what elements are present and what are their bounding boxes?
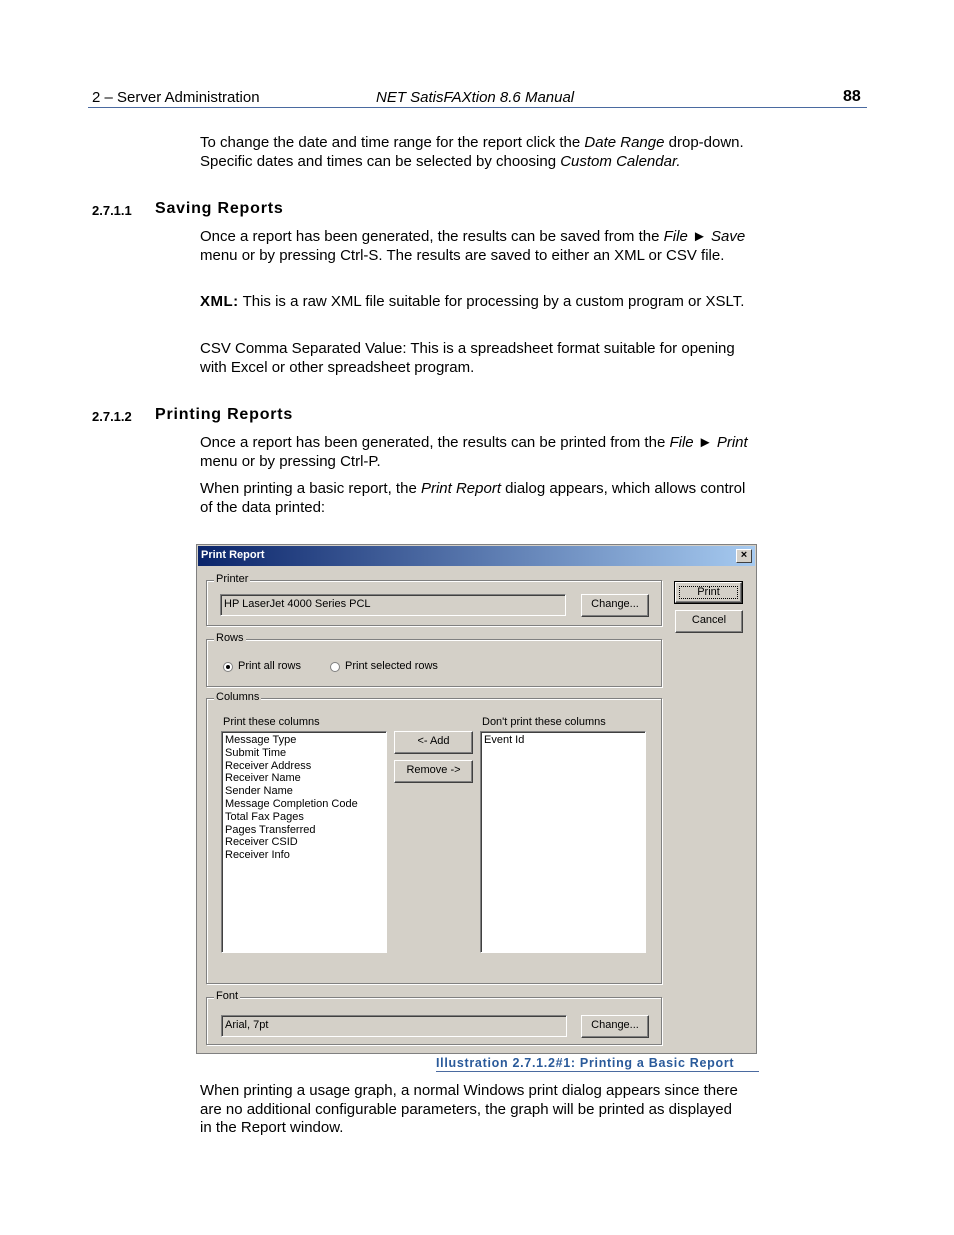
section-title-printing: Printing Reports	[155, 406, 294, 423]
print-dialog-paragraph: When printing a basic report, the Print Report dialog appears, which allows control of the data printed:	[200, 480, 746, 516]
dont-print-columns-label: Don't print these columns	[482, 716, 606, 728]
print-columns-list[interactable]	[221, 731, 387, 953]
dont-print-columns-list[interactable]	[480, 731, 646, 953]
list-item[interactable]: Receiver Info	[225, 849, 290, 862]
print-button[interactable]	[675, 582, 742, 603]
remove-column-button[interactable]: Remove ->	[394, 760, 473, 783]
font-change-button[interactable]: Change...	[581, 1015, 649, 1038]
cancel-button[interactable]: Cancel	[675, 610, 743, 633]
radio-all-rows[interactable]	[223, 662, 233, 672]
section-title-saving: Saving Reports	[155, 200, 284, 217]
printer-change-button[interactable]: Change...	[581, 594, 649, 617]
list-item[interactable]: Event Id	[484, 734, 525, 746]
printing-paragraph: Once a report has been generated, the results can be printed from the File ► Print menu or by pressing Ctrl-P.	[200, 434, 748, 470]
list-item[interactable]: Pages Transferred	[225, 823, 316, 836]
section-number-saving: 2.7.1.1	[92, 203, 132, 218]
dialog-title: Print Report	[201, 549, 265, 561]
printer-field: HP LaserJet 4000 Series PCL	[220, 594, 566, 616]
radio-selected-rows[interactable]	[330, 662, 340, 672]
print-report-dialog	[196, 544, 757, 1054]
page-number: 88	[843, 88, 861, 105]
xml-paragraph: XML: This is a raw XML file suitable for processing by a custom program or XSLT.	[200, 293, 745, 310]
font-field: Arial, 7pt	[221, 1015, 567, 1037]
dialog-title-bar	[198, 546, 755, 566]
list-item[interactable]: Receiver Name	[225, 772, 301, 785]
illustration-caption: Illustration 2.7.1.2#1: Printing a Basic Report	[436, 1056, 735, 1070]
list-item[interactable]: Message Type	[225, 734, 297, 746]
header-rule	[88, 107, 867, 108]
chapter-header: 2 – Server Administration	[92, 89, 260, 106]
csv-paragraph: CSV Comma Separated Value: This is a spreadsheet format suitable for opening with Excel or other spreadsheet program.	[200, 340, 735, 376]
radio-all-rows-label: Print all rows	[238, 660, 301, 672]
list-item[interactable]: Receiver Address	[225, 759, 312, 772]
rows-group-label: Rows	[216, 632, 244, 644]
close-icon[interactable]: ×	[736, 549, 752, 563]
list-item[interactable]: Message Completion Code	[225, 797, 358, 810]
manual-title: NET SatisFAXtion 8.6 Manual	[376, 89, 575, 106]
list-item[interactable]: Submit Time	[225, 746, 287, 759]
saving-paragraph: Once a report has been generated, the results can be saved from the File ► Save menu or by pressing Ctrl-S. The results are saved to either an XML or CSV file.	[200, 228, 746, 264]
list-item[interactable]: Total Fax Pages	[225, 810, 304, 823]
caption-rule	[436, 1071, 759, 1072]
printer-group-label: Printer	[216, 573, 249, 585]
add-column-button[interactable]: <- Add	[394, 731, 473, 754]
font-group-label: Font	[216, 990, 239, 1002]
list-item[interactable]: Sender Name	[225, 785, 293, 798]
columns-group-label: Columns	[216, 691, 260, 703]
list-item[interactable]: Receiver CSID	[225, 836, 298, 849]
section-number-printing: 2.7.1.2	[92, 409, 132, 424]
intro-paragraph: To change the date and time range for the report click the Date Range drop-down. Specific dates and times can be selected by choosing Custom Calendar.	[200, 134, 744, 170]
print-button-label: Print	[697, 586, 720, 598]
radio-selected-rows-label: Print selected rows	[345, 660, 438, 672]
print-columns-label: Print these columns	[223, 716, 320, 728]
closing-paragraph: When printing a usage graph, a normal Windows print dialog appears since there are no additional configurable parameters, the graph will be printed as displayed in the Report window.	[200, 1082, 738, 1136]
focus-rect	[679, 586, 738, 599]
radio-dot	[226, 665, 230, 669]
